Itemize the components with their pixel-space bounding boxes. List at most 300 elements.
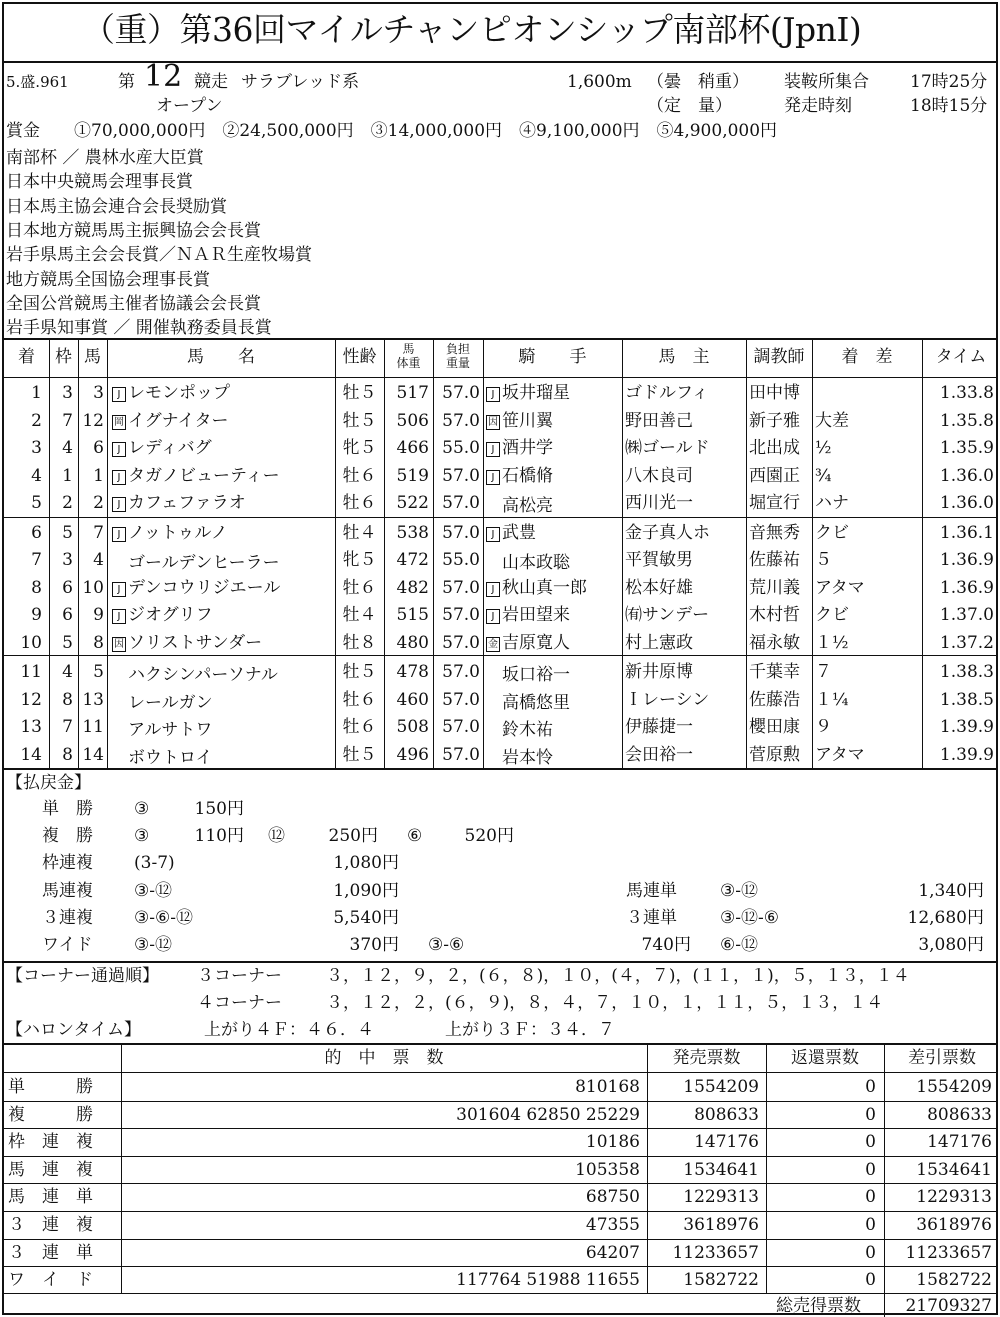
result-owner: 伊藤捷一 bbox=[625, 717, 693, 738]
result-bw: 478 bbox=[396, 662, 429, 682]
umaren-amount: 1,090円 bbox=[333, 881, 399, 901]
result-wt: 57.0 bbox=[442, 522, 480, 543]
sanrentan-label: ３連単 bbox=[626, 908, 677, 928]
result-frame: 2 bbox=[62, 493, 73, 514]
result-num: 13 bbox=[82, 689, 104, 710]
results-group-border-1 bbox=[4, 517, 996, 518]
corners-heading: 【コーナー通過順】 bbox=[6, 966, 159, 986]
votes-label: 馬 連 単 bbox=[8, 1187, 93, 1208]
result-time: 1.37.0 bbox=[939, 605, 994, 626]
result-bw: 472 bbox=[396, 550, 429, 571]
result-owner: 村上憲政 bbox=[625, 632, 693, 653]
distance: 1,600m bbox=[567, 72, 632, 92]
result-time: 1.37.2 bbox=[939, 632, 994, 653]
result-name bbox=[112, 632, 334, 653]
result-name bbox=[112, 719, 334, 739]
sanrenpuku-amount: 5,540円 bbox=[333, 908, 399, 928]
result-name bbox=[112, 552, 334, 572]
result-owner: 西川光一 bbox=[625, 493, 693, 514]
result-sexage: 牡５ bbox=[342, 744, 377, 765]
votes-sold: 1582722 bbox=[683, 1270, 759, 1291]
result-time: 1.36.1 bbox=[939, 522, 994, 543]
fukusho-amount-2: 250円 bbox=[328, 826, 378, 846]
result-jockey bbox=[486, 577, 620, 598]
result-name bbox=[112, 495, 334, 512]
votes-refund: 0 bbox=[865, 1270, 876, 1291]
result-jockey-text: 吉原寛人 bbox=[502, 632, 570, 653]
hdr-name: 馬 名 bbox=[187, 347, 255, 367]
result-place: 8 bbox=[31, 577, 42, 598]
award-line: 岩手県馬主会会長賞／ＮＡＲ生産牧場賞 bbox=[6, 245, 312, 266]
votes-col-line bbox=[121, 1043, 122, 1293]
votes-row-line bbox=[4, 1183, 996, 1184]
col-line bbox=[812, 338, 813, 768]
votes-header-border bbox=[4, 1072, 996, 1073]
result-jockey bbox=[486, 692, 620, 712]
result-jockey bbox=[486, 607, 620, 624]
award-line: 日本馬主協会連合会長奨励賞 bbox=[6, 196, 227, 217]
result-owner: 松本好雄 bbox=[625, 577, 693, 598]
total-label: 総売得票数 bbox=[776, 1296, 861, 1316]
umatan-amount: 1,340円 bbox=[918, 881, 984, 901]
result-owner: 野田善己 bbox=[625, 410, 693, 431]
result-frame: 8 bbox=[62, 744, 73, 765]
votes-refund: 0 bbox=[865, 1215, 876, 1235]
race-result-sheet bbox=[2, 2, 998, 1315]
result-jockey-text: 岩本怜 bbox=[502, 747, 553, 768]
fukusho-amount-3: 520円 bbox=[464, 826, 514, 846]
result-num: 7 bbox=[93, 522, 104, 543]
result-sexage: 牡６ bbox=[342, 577, 377, 598]
sanrenpuku-label: ３連複 bbox=[42, 908, 93, 928]
result-time: 1.36.0 bbox=[939, 465, 994, 486]
result-margin: アタマ bbox=[815, 577, 865, 598]
result-name-text: レディバグ bbox=[128, 438, 212, 459]
result-place: 5 bbox=[31, 493, 42, 514]
result-margin: アタマ bbox=[815, 744, 865, 765]
result-name-text: ゴールデンヒーラー bbox=[128, 553, 280, 574]
result-margin: ７ bbox=[815, 662, 832, 682]
result-place: 11 bbox=[20, 662, 42, 682]
result-place: 7 bbox=[31, 550, 42, 571]
votes-row-line bbox=[4, 1156, 996, 1157]
votes-refund: 0 bbox=[865, 1104, 876, 1125]
result-sexage: 牡６ bbox=[342, 717, 377, 738]
result-sexage: 牝５ bbox=[342, 550, 377, 571]
result-frame: 4 bbox=[62, 662, 73, 682]
result-time: 1.38.5 bbox=[939, 689, 994, 710]
corner3-label: ３コーナー bbox=[197, 966, 282, 986]
result-num: 10 bbox=[82, 577, 104, 598]
award-line: 全国公営競馬主催者協議会会長賞 bbox=[6, 293, 261, 314]
hdr-time: タイム bbox=[935, 347, 987, 367]
result-jockey-text: 武豊 bbox=[502, 522, 536, 543]
result-trainer: 菅原勲 bbox=[749, 744, 800, 765]
result-sexage: 牡６ bbox=[342, 493, 377, 514]
result-wt: 57.0 bbox=[442, 493, 480, 514]
result-trainer: 佐藤浩 bbox=[749, 689, 800, 710]
result-jockey-text: 高橋悠里 bbox=[502, 692, 570, 713]
result-time: 1.36.9 bbox=[939, 577, 994, 598]
gather-label: 装鞍所集合 bbox=[784, 72, 869, 92]
result-time: 1.35.9 bbox=[939, 438, 994, 459]
affiliation-badge: J bbox=[112, 470, 126, 485]
race-prefix: 第 bbox=[118, 72, 135, 92]
result-owner: Ｉレーシン bbox=[625, 689, 710, 710]
wakuren-label: 枠連複 bbox=[42, 853, 93, 873]
result-owner: 会田裕一 bbox=[625, 744, 693, 765]
wide-amount-2: 740円 bbox=[641, 935, 691, 955]
col-line bbox=[746, 338, 747, 768]
result-time: 1.36.0 bbox=[939, 493, 994, 514]
result-jockey bbox=[486, 552, 620, 572]
result-wt: 57.0 bbox=[442, 717, 480, 738]
prize-money: 賞金 ①70,000,000円 ②24,500,000円 ③14,000,000円 ④9,100,000円 ⑤4,900,000円 bbox=[6, 121, 778, 141]
affiliation-badge: 岡 bbox=[114, 416, 124, 428]
votes-col-line bbox=[884, 1043, 885, 1317]
col-line bbox=[107, 338, 108, 768]
result-owner: ㈲サンデー bbox=[625, 605, 710, 626]
result-num: 5 bbox=[93, 662, 104, 682]
votes-net: 3618976 bbox=[916, 1215, 992, 1235]
start-label: 発走時刻 bbox=[784, 96, 852, 116]
result-owner: 八木良司 bbox=[625, 465, 693, 486]
result-trainer: 櫻田康 bbox=[749, 717, 800, 738]
col-line bbox=[483, 338, 484, 768]
votes-refund: 0 bbox=[865, 1159, 876, 1180]
votes-label: 枠 連 複 bbox=[8, 1132, 93, 1153]
votes-hdr-net: 差引票数 bbox=[908, 1048, 976, 1068]
result-trainer: 音無秀 bbox=[749, 522, 800, 543]
umatan-combo: ③-⑫ bbox=[720, 881, 758, 901]
result-time: 1.33.8 bbox=[939, 383, 994, 403]
furlong-4f: 上がり４Ｆ：４６．４ bbox=[204, 1020, 374, 1040]
breed: サラブレッド系 bbox=[241, 72, 360, 92]
result-sexage: 牡５ bbox=[342, 383, 377, 403]
result-frame: 5 bbox=[62, 522, 73, 543]
result-name bbox=[112, 664, 334, 684]
result-time: 1.39.9 bbox=[939, 744, 994, 765]
votes-refund: 0 bbox=[865, 1132, 876, 1153]
votes-row-line bbox=[4, 1239, 996, 1240]
hdr-bodyweight-1: 馬 bbox=[402, 342, 415, 356]
affiliation-badge: J bbox=[112, 527, 126, 542]
results-top-border bbox=[4, 338, 996, 340]
result-margin: ９ bbox=[815, 717, 832, 738]
result-jockey-text: 酒井学 bbox=[502, 438, 553, 459]
result-jockey bbox=[486, 465, 620, 486]
result-jockey-text: 坂井瑠星 bbox=[502, 383, 570, 403]
votes-hits: 68750 bbox=[585, 1187, 640, 1208]
result-margin: ５ bbox=[815, 550, 832, 571]
wide-combo-1: ③-⑫ bbox=[134, 935, 172, 955]
votes-net: 147176 bbox=[927, 1132, 992, 1153]
affiliation-badge: 金 bbox=[488, 638, 498, 650]
result-jockey bbox=[486, 632, 620, 653]
result-name-text: ハクシンパーソナル bbox=[128, 665, 278, 685]
result-wt: 57.0 bbox=[442, 410, 480, 431]
umaren-label: 馬連複 bbox=[42, 881, 93, 901]
result-wt: 55.0 bbox=[442, 550, 480, 571]
result-time: 1.35.8 bbox=[939, 410, 994, 431]
result-num: 3 bbox=[93, 383, 104, 403]
result-trainer: 西園正 bbox=[749, 465, 800, 486]
result-jockey-text: 石橋脩 bbox=[502, 465, 553, 486]
award-line: 岩手県知事賞 ／ 開催執務委員長賞 bbox=[6, 318, 272, 339]
result-frame: 7 bbox=[62, 410, 73, 431]
results-group-border-2 bbox=[4, 655, 996, 656]
result-jockey-text: 岩田望来 bbox=[502, 605, 570, 626]
result-place: 6 bbox=[31, 522, 42, 543]
votes-net: 808633 bbox=[927, 1104, 992, 1125]
race-code: 5.盛.961 bbox=[6, 73, 69, 91]
result-num: 8 bbox=[93, 632, 104, 653]
wide-amount-1: 370円 bbox=[349, 935, 399, 955]
votes-label: ３ 連 単 bbox=[8, 1242, 93, 1263]
result-name-text: タガノビューティー bbox=[128, 465, 280, 486]
race-title: （重）第36回マイルチャンピオンシップ南部杯(JpnⅠ) bbox=[82, 10, 862, 49]
votes-sold: 1229313 bbox=[683, 1187, 759, 1208]
wide-amount-3: 3,080円 bbox=[918, 935, 984, 955]
affiliation-badge: J bbox=[486, 582, 500, 597]
votes-sold: 1534641 bbox=[683, 1159, 759, 1180]
result-place: 12 bbox=[20, 689, 42, 710]
affiliation-badge: J bbox=[486, 387, 500, 402]
result-bw: 466 bbox=[396, 438, 429, 459]
result-jockey-text: 坂口裕一 bbox=[502, 665, 570, 685]
corner4-order: ３，１２，２，(６，９)，８，４，７，１０，１，１１，５，１３，１４ bbox=[326, 993, 884, 1013]
votes-hits: 47355 bbox=[585, 1215, 640, 1235]
gather-time: 17時25分 bbox=[910, 72, 988, 92]
result-sexage: 牡６ bbox=[342, 689, 377, 710]
result-name bbox=[112, 607, 334, 624]
result-frame: 1 bbox=[62, 465, 73, 486]
result-jockey-text: 山本政聡 bbox=[502, 553, 570, 574]
result-name-text: ノットゥルノ bbox=[128, 522, 228, 543]
wide-label: ワイド bbox=[42, 935, 93, 955]
result-frame: 8 bbox=[62, 689, 73, 710]
result-trainer: 千葉幸 bbox=[749, 662, 800, 682]
fukusho-amount-1: 110円 bbox=[194, 826, 244, 846]
result-name bbox=[112, 385, 334, 402]
affiliation-badge: J bbox=[486, 609, 500, 624]
votes-row-line bbox=[4, 1101, 996, 1102]
votes-hdr-hits: 的 中 票 数 bbox=[324, 1048, 444, 1068]
result-place: 1 bbox=[31, 383, 42, 403]
votes-refund: 0 bbox=[865, 1242, 876, 1263]
furlong-heading: 【ハロンタイム】 bbox=[6, 1020, 141, 1040]
votes-hits: 117764 51988 11655 bbox=[456, 1270, 640, 1291]
result-trainer: 佐藤祐 bbox=[749, 550, 800, 571]
affiliation-badge: J bbox=[112, 387, 126, 402]
result-bw: 519 bbox=[396, 465, 429, 486]
result-sexage: 牡４ bbox=[342, 605, 377, 626]
affiliation-badge: J bbox=[486, 470, 500, 485]
result-name-text: レールガン bbox=[128, 692, 213, 713]
result-place: 13 bbox=[20, 717, 42, 738]
result-time: 1.39.9 bbox=[939, 717, 994, 738]
result-name-text: ジオグリフ bbox=[128, 605, 213, 626]
result-name-text: ボウトロイ bbox=[128, 747, 213, 768]
result-sexage: 牡５ bbox=[342, 410, 377, 431]
weight-rule: （定 量） bbox=[647, 96, 732, 116]
votes-hits: 105358 bbox=[575, 1159, 640, 1180]
result-place: 9 bbox=[31, 605, 42, 626]
votes-sold: 3618976 bbox=[683, 1215, 759, 1235]
start-time: 18時15分 bbox=[910, 96, 988, 116]
hdr-bodyweight-2: 体重 bbox=[396, 356, 421, 370]
result-name bbox=[112, 440, 334, 457]
result-sexage: 牡４ bbox=[342, 522, 377, 543]
wakuren-amount: 1,080円 bbox=[333, 853, 399, 873]
result-place: 14 bbox=[20, 744, 42, 765]
award-line: 南部杯 ／ 農林水産大臣賞 bbox=[6, 148, 204, 168]
result-bw: 480 bbox=[396, 632, 429, 653]
votes-top-border bbox=[4, 1043, 996, 1045]
votes-row-line bbox=[4, 1266, 996, 1267]
sanrenpuku-combo: ③-⑥-⑫ bbox=[134, 908, 193, 928]
result-name-text: アルサトワ bbox=[128, 720, 213, 741]
result-jockey bbox=[486, 440, 620, 457]
race-number: 12 bbox=[144, 59, 183, 94]
result-margin: ¾ bbox=[815, 465, 832, 486]
votes-sold: 147176 bbox=[694, 1132, 759, 1153]
hdr-weight-2: 重量 bbox=[445, 356, 470, 370]
votes-sold: 808633 bbox=[694, 1104, 759, 1125]
result-trainer: 荒川義 bbox=[749, 577, 800, 598]
result-bw: 496 bbox=[396, 744, 429, 765]
result-num: 2 bbox=[93, 493, 104, 514]
result-name bbox=[112, 692, 334, 712]
fukusho-label: 複 勝 bbox=[42, 826, 93, 846]
votes-hits: 64207 bbox=[585, 1242, 640, 1263]
votes-label: 馬 連 複 bbox=[8, 1159, 93, 1180]
votes-col-line bbox=[647, 1043, 648, 1293]
result-sexage: 牡８ bbox=[342, 632, 377, 653]
umaren-combo: ③-⑫ bbox=[134, 881, 172, 901]
result-owner: ㈱ゴールド bbox=[625, 438, 710, 459]
affiliation-badge: J bbox=[112, 497, 126, 512]
votes-label: 複 勝 bbox=[8, 1104, 93, 1125]
votes-net: 1582722 bbox=[916, 1270, 992, 1291]
result-jockey-text: 高松亮 bbox=[502, 496, 553, 517]
result-frame: 5 bbox=[62, 632, 73, 653]
result-trainer: 堀宣行 bbox=[749, 493, 800, 514]
results-bottom-border bbox=[4, 768, 996, 770]
result-name-text: イグナイター bbox=[128, 410, 229, 431]
votes-label: ワ イ ド bbox=[8, 1270, 93, 1291]
result-num: 4 bbox=[93, 550, 104, 571]
result-jockey bbox=[486, 495, 620, 515]
votes-refund: 0 bbox=[865, 1187, 876, 1208]
votes-net: 1229313 bbox=[916, 1187, 992, 1208]
hdr-sexage: 性齢 bbox=[342, 347, 377, 367]
track-condition: （曇 稍重） bbox=[647, 72, 749, 92]
result-margin: １½ bbox=[815, 632, 849, 653]
result-frame: 3 bbox=[62, 550, 73, 571]
result-bw: 515 bbox=[396, 605, 429, 626]
result-frame: 6 bbox=[62, 605, 73, 626]
result-num: 11 bbox=[82, 717, 104, 738]
votes-sold: 1554209 bbox=[683, 1077, 759, 1097]
result-wt: 57.0 bbox=[442, 465, 480, 486]
result-wt: 57.0 bbox=[442, 383, 480, 403]
hdr-margin: 着 差 bbox=[841, 347, 893, 367]
result-name-text: デンコウリジエール bbox=[128, 577, 281, 598]
result-num: 1 bbox=[93, 465, 104, 486]
result-wt: 57.0 bbox=[442, 605, 480, 626]
result-margin: １¼ bbox=[815, 689, 849, 710]
total-value: 21709327 bbox=[905, 1296, 992, 1316]
votes-hits: 301604 62850 25229 bbox=[456, 1104, 640, 1125]
votes-col-line bbox=[766, 1043, 767, 1293]
result-jockey bbox=[486, 385, 620, 402]
result-margin: ハナ bbox=[815, 493, 849, 514]
result-wt: 57.0 bbox=[442, 689, 480, 710]
result-name bbox=[112, 465, 334, 486]
award-line: 日本地方競馬馬主振興協会会長賞 bbox=[6, 220, 261, 241]
wakuren-combo: (3-7) bbox=[134, 853, 175, 873]
votes-hits: 10186 bbox=[585, 1132, 640, 1153]
votes-hdr-refund: 返還票数 bbox=[791, 1048, 859, 1068]
hdr-place: 着 bbox=[18, 347, 35, 367]
fukusho-combo-1: ③ bbox=[134, 826, 150, 846]
tansho-amount: 150円 bbox=[194, 799, 244, 819]
award-line: 日本中央競馬会理事長賞 bbox=[6, 172, 193, 193]
result-time: 1.36.9 bbox=[939, 550, 994, 571]
affiliation-badge: J bbox=[486, 527, 500, 542]
result-name bbox=[112, 577, 334, 598]
hdr-owner: 馬 主 bbox=[658, 347, 710, 367]
col-line bbox=[622, 338, 623, 768]
result-wt: 57.0 bbox=[442, 577, 480, 598]
result-num: 6 bbox=[93, 438, 104, 459]
result-trainer: 木村哲 bbox=[749, 605, 800, 626]
result-margin: クビ bbox=[815, 522, 849, 543]
result-time: 1.38.3 bbox=[939, 662, 994, 682]
result-name bbox=[112, 410, 334, 431]
result-name-text: ソリストサンダー bbox=[128, 632, 263, 653]
result-wt: 55.0 bbox=[442, 438, 480, 459]
result-trainer: 新子雅 bbox=[749, 410, 800, 431]
result-frame: 6 bbox=[62, 577, 73, 598]
result-bw: 506 bbox=[396, 410, 429, 431]
hdr-jockey: 騎 手 bbox=[518, 347, 587, 367]
result-num: 12 bbox=[82, 410, 104, 431]
payout-bottom-border bbox=[4, 961, 996, 963]
result-bw: 517 bbox=[396, 383, 429, 403]
sanrentan-combo: ③-⑫-⑥ bbox=[720, 908, 779, 928]
race-class: オープン bbox=[156, 96, 223, 116]
umatan-label: 馬連単 bbox=[626, 881, 677, 901]
result-bw: 538 bbox=[396, 522, 429, 543]
result-name bbox=[112, 747, 334, 767]
hdr-weight-1: 負担 bbox=[445, 342, 470, 356]
result-trainer: 北出成 bbox=[749, 438, 800, 459]
votes-row-line bbox=[4, 1211, 996, 1212]
result-frame: 3 bbox=[62, 383, 73, 403]
result-trainer: 田中博 bbox=[749, 383, 800, 403]
result-wt: 57.0 bbox=[442, 632, 480, 653]
result-wt: 57.0 bbox=[442, 744, 480, 765]
result-place: 4 bbox=[31, 465, 42, 486]
votes-hits: 810168 bbox=[575, 1077, 640, 1097]
result-frame: 7 bbox=[62, 717, 73, 738]
result-owner: 平賀敏男 bbox=[625, 550, 693, 571]
votes-net: 11233657 bbox=[905, 1242, 992, 1263]
result-jockey bbox=[486, 719, 620, 739]
hdr-num: 馬 bbox=[84, 347, 101, 367]
